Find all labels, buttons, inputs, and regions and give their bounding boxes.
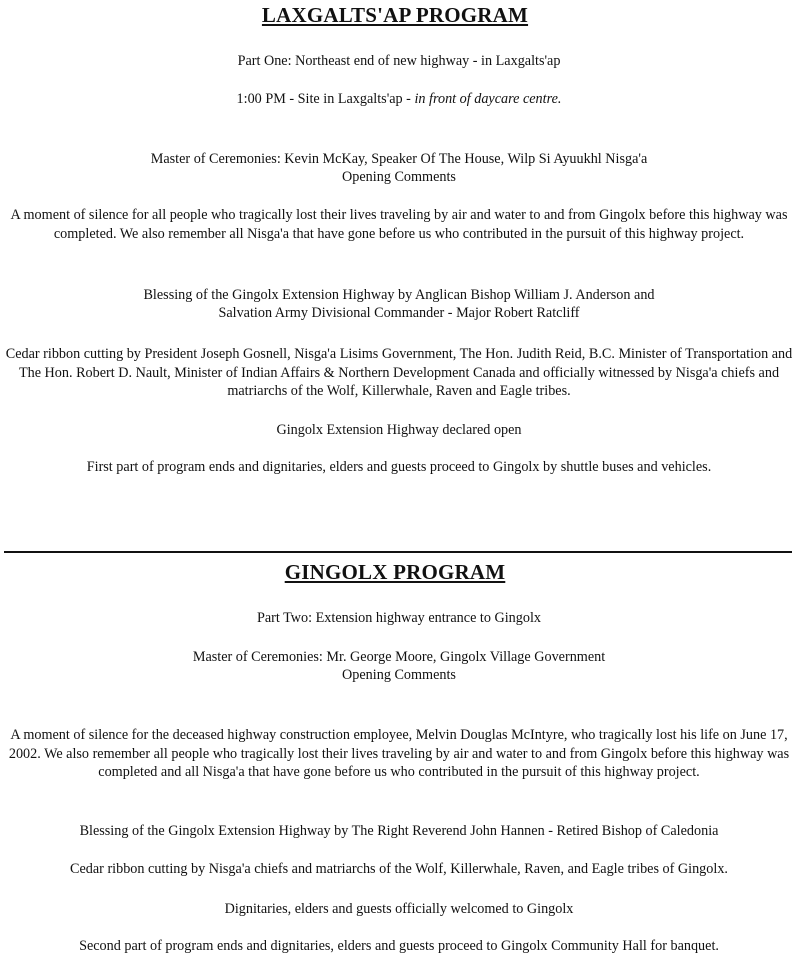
section2-ends: Second part of program ends and dignitaries, elders and guests proceed to Gingolx Community Hall for banquet.: [79, 938, 719, 954]
section1-ribbon: Cedar ribbon cutting by President Joseph Gosnell, Nisga'a Lisims Government, The Hon. Judith Reid, B.C. Minister of Transportation and The Hon. Robert D. Nault, Minister of Indian Affairs & Northern Development Canada and officially witnessed by Nisga'a chiefs and matriarchs of the Wolf, Killerwhale, Raven and Eagle tribes.: [5, 346, 793, 399]
section2-opening: Opening Comments: [342, 667, 456, 683]
section2-blessing: Blessing of the Gingolx Extension Highway by The Right Reverend John Hannen - Retired Bishop of Caledonia: [79, 823, 719, 839]
section2-title: GINGOLX PROGRAM: [284, 560, 506, 584]
section1-blessing-line1: Blessing of the Gingolx Extension Highway by Anglican Bishop William J. Anderson and: [143, 287, 655, 303]
section2-silence: A moment of silence for the deceased highway construction employee, Melvin Douglas McIntyre, who tragically lost his life on June 17, 2002. We also remember all people who tragically lost their lives traveling by air and water to and from Gingolx before this highway was completed and all Nisga'a that have gone before us who contributed in the pursuit of this highway project.: [8, 727, 790, 780]
section1-time-site: [6, 90, 792, 109]
time-site-text: 1:00 PM - Site in Laxgalts'ap -: [236, 91, 415, 107]
section1-blessing-line2: Salvation Army Divisional Commander - Major Robert Ratcliff: [218, 305, 580, 321]
section-divider: [4, 551, 792, 553]
section1-ends: First part of program ends and dignitaries, elders and guests proceed to Gingolx by shuttle buses and vehicles.: [86, 459, 712, 475]
time-site-location: in front of daycare centre.: [414, 91, 562, 107]
section2-mc: Master of Ceremonies: Mr. George Moore, Gingolx Village Government: [192, 649, 606, 665]
section2-welcomed: Dignitaries, elders and guests officially welcomed to Gingolx: [224, 901, 574, 917]
section1-declared: Gingolx Extension Highway declared open: [276, 422, 522, 438]
section1-title: LAXGALTS'AP PROGRAM: [261, 3, 529, 27]
section1-opening: Opening Comments: [342, 169, 456, 185]
section2-ribbon: Cedar ribbon cutting by Nisga'a chiefs and matriarchs of the Wolf, Killerwhale, Raven, and Eagle tribes of Gingolx.: [70, 861, 728, 877]
section1-part: Part One: Northeast end of new highway - in Laxgalts'ap: [237, 53, 561, 69]
section1-silence: A moment of silence for all people who tragically lost their lives traveling by air and water to and from Gingolx before this highway was completed. We also remember all Nisga'a that have gone before us who contributed in the pursuit of this highway project.: [10, 207, 788, 242]
section2-part: Part Two: Extension highway entrance to Gingolx: [256, 610, 542, 626]
section1-mc: Master of Ceremonies: Kevin McKay, Speaker Of The House, Wilp Si Ayuukhl Nisga'a: [150, 151, 648, 167]
